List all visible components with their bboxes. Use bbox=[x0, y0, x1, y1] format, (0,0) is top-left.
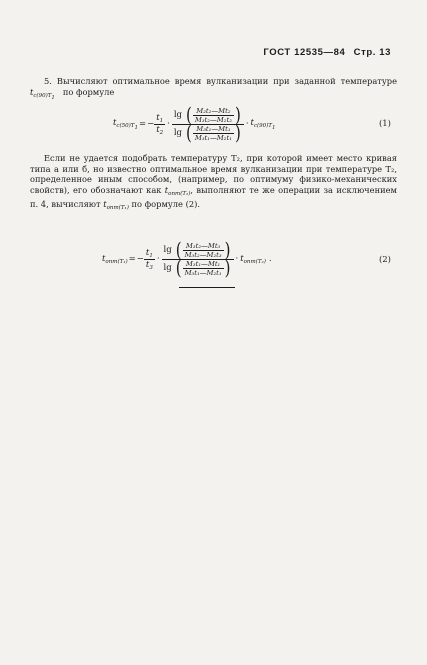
equation-number-1: (1) bbox=[378, 119, 391, 129]
formula-rhs-factor: $t_{опт(T_2)}$ bbox=[240, 253, 266, 265]
page-header bbox=[258, 47, 391, 58]
inline-symbol: $t_{опт(T_2)}$ bbox=[164, 184, 191, 197]
paragraph-text: по формуле (2). bbox=[131, 199, 200, 210]
paragraph-text: , выполняют те же операции за исключением п. 4, вычисляют bbox=[30, 184, 397, 210]
paragraph-text: 5. Вычисляют оптимальное время вулканизации при заданной температуре bbox=[44, 76, 397, 86]
inline-symbol: $t_{опт(T_1)}$ bbox=[103, 199, 129, 212]
standard-code: ГОСТ 12535—84 bbox=[263, 47, 346, 58]
formula-2: $t_{опт(T_1)}$ = − $\frac{t_1}{t_3}$ · lg ( $\frac{\text{M₃t₂—Mt₃}}{\text{M₃t₂—M₂t₃}}$ ) lg ( $\frac{\text{M₃t₁—Mt₁}}{\text{M₃t₁—M₂t₁}}$ ) · $t_{опт(T_2)}$ . (2) bbox=[102, 238, 391, 280]
t-ratio-fraction: $\frac{t_1}{t_2}$ bbox=[156, 112, 164, 136]
formula-1: $t_{c(50)T_1}$ = − $\frac{t_1}{t_2}$ · lg ( $\frac{\text{M₂t₂—Mt₂}}{\text{M₃t₂—M₂t₂}}$ ) lg ( $\frac{\text{M₃t₁—Mt₁}}{\text{M₃t₁—M₂t₁}}$ ) · $t_{c(90)T_1}$ (1) bbox=[113, 103, 391, 145]
formula-lhs: $t_{c(50)T_1}$ bbox=[113, 117, 138, 131]
t-ratio-fraction: $\frac{t_1}{t_3}$ bbox=[145, 247, 153, 271]
formula-rhs-factor: $t_{c(90)T_1}$ bbox=[250, 117, 276, 131]
paragraph-text: Если не удается подобрать температуру T₂, при которой имеет место кривая типа а или б, но известно оптимальное время вулканизации при температуре T₂, определенное иным способом, (например, по оптимуму физико-механических свойств), его обозначают как bbox=[30, 153, 397, 195]
paragraph-text: по формуле bbox=[62, 86, 115, 97]
equation-number-2: (2) bbox=[378, 255, 391, 265]
formula-lhs: $t_{опт(T_1)}$ bbox=[102, 253, 128, 265]
paragraph-alternative bbox=[30, 153, 397, 214]
section-end-rule bbox=[179, 287, 235, 288]
page-number: Стр. 13 bbox=[353, 47, 391, 58]
inline-symbol: $t_{c(90)T_1}$ bbox=[30, 86, 55, 101]
log-ratio-fraction: lg ( $\frac{\text{M₃t₂—Mt₃}}{\text{M₃t₂—M₂t₃}}$ ) lg ( $\frac{\text{M₃t₁—Mt₁}}{\text{M₃t₁—M₂t₁}}$ ) bbox=[162, 242, 234, 277]
log-ratio-fraction: lg ( $\frac{\text{M₂t₂—Mt₂}}{\text{M₃t₂—M₂t₂}}$ ) lg ( $\frac{\text{M₃t₁—Mt₁}}{\text{M₃t₁—M₂t₁}}$ ) bbox=[172, 107, 244, 142]
